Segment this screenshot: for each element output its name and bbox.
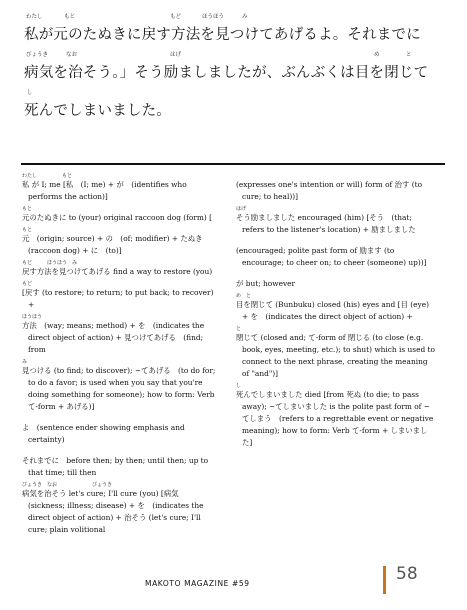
furigana: もど [170,14,182,20]
glossary-entry [22,449,217,479]
entry-text: が but; however [236,279,296,288]
glossary-entry [236,173,436,203]
furigana: み [242,14,248,20]
entry-furigana: み [22,359,28,365]
entry-text: [戻す (to restore; to return; to put back; to recover) + [22,288,214,309]
main-line-3 [24,90,453,128]
main-sentence: 死んでしまいました。 [24,103,171,119]
entry-furigana: わたし もと [22,173,73,179]
glossary-entry [22,359,217,413]
entry-text: 目を閉じて (Bunbuku) closed (his) eyes and [目 (eye) + を (indicates the direct object of action) + [236,300,429,321]
entry-text: 病気を治そう let's cure; I'll cure (you) [病気 (sickness; illness; disease) + を (indicates the direct object of action) + 治そう (let's cure; I'll cure; plain volitional [22,489,204,534]
furigana: びょうき [26,52,49,58]
entry-text: 見つける (to find; to discover); ~てあげる (to do for; to do a favor; is used when you say that you're doing something for someone); how to form: Verb て-form + あげる)] [22,366,216,411]
furigana: はげ [170,52,182,58]
entry-furigana: め と [236,293,252,299]
furigana: わたし [26,14,43,20]
furigana: もと [64,14,76,20]
magazine-title: MAKOTO MAGAZINE #59 [145,579,250,588]
entry-furigana: びょうき なお びょうき [22,482,113,488]
furigana: し [27,90,33,96]
furigana: ほうほう [202,14,225,20]
page-number: 58 [396,564,418,584]
furigana: め [374,52,380,58]
footer-accent-bar [383,566,386,594]
entry-furigana: もと [22,227,33,233]
entry-text: それまでに before then; by then; until then; up to that time; till then [22,456,209,477]
entry-furigana: もと [22,206,33,212]
glossary-entry [236,206,436,236]
main-line-2 [24,52,453,90]
glossary-entry [22,416,217,446]
main-text-block [24,14,453,128]
entry-text: 元 (origin; source) + の (of; modifier) + たぬき (raccoon dog) + に (to)] [22,234,203,255]
entry-furigana: はげ [236,206,247,212]
entry-text: 戻す方法を見つけてあげる find a way to restore (you) [22,267,213,276]
glossary-entry [236,239,436,269]
entry-furigana: もど ほうほう み [22,260,78,266]
entry-furigana: し [236,383,242,389]
glossary-entry [236,326,436,380]
entry-text: よ (sentence ender showing emphasis and certainty) [22,423,185,444]
entry-text: 死んでしまいました died [from 死ぬ (to die; to pass away); ~てしまいました is the polite past form of ~てしまう (refers to a regrettable event or negative meaning); how to form: Verb て-form + しまいました] [236,390,434,447]
furigana: なお [66,52,78,58]
entry-furigana: と [236,326,242,332]
glossary-entry [22,281,217,311]
entry-text: 閉じて (closed and; て-form of 閉じる (to close (e.g. book, eyes, meeting, etc.); to shut) which is used to connect to the next phrase, creating the meaning of "and")] [236,333,435,378]
entry-text: 元のたぬきに to (your) original raccoon dog (form) [ [22,213,213,222]
glossary-left-column [22,173,217,539]
section-divider [21,163,445,165]
furigana: と [406,52,412,58]
entry-text: 方法 (way; means; method) + を (indicates the direct object of action) + 見つけてあげる (find; from [22,321,205,354]
main-line-1 [24,14,453,52]
glossary-entry [22,227,217,257]
glossary-entry [22,482,217,536]
entry-furigana: ほうほう [22,314,43,320]
entry-text: そう励ましました encouraged (him) [そう (that; refers to the listener's location) + 励ましました [236,213,416,234]
glossary-entry [22,314,217,356]
entry-text: (expresses one's intention or will) form of 治す (to cure; to heal))] [236,180,423,201]
glossary-entry [236,293,436,323]
glossary-entry [236,272,436,290]
entry-text: 私 が I; me [私 (I; me) + が (identifies who performs the action)] [22,180,187,201]
glossary-entry [22,206,217,224]
glossary-entry [236,383,436,449]
entry-furigana: もど [22,281,33,287]
entry-text: (encouraged; polite past form of 励ます (to encourage; to cheer on; to cheer (someone) up))] [236,246,427,267]
glossary-entry [22,260,217,278]
glossary-entry [22,173,217,203]
glossary-right-column [236,173,436,452]
main-sentence: 私が元のたぬきに戻す方法を見つけてあげるよ。それまでに [24,27,421,43]
main-sentence: 病気を治そう。」そう励ましましたが、ぶんぶくは目を閉じて [24,65,429,81]
